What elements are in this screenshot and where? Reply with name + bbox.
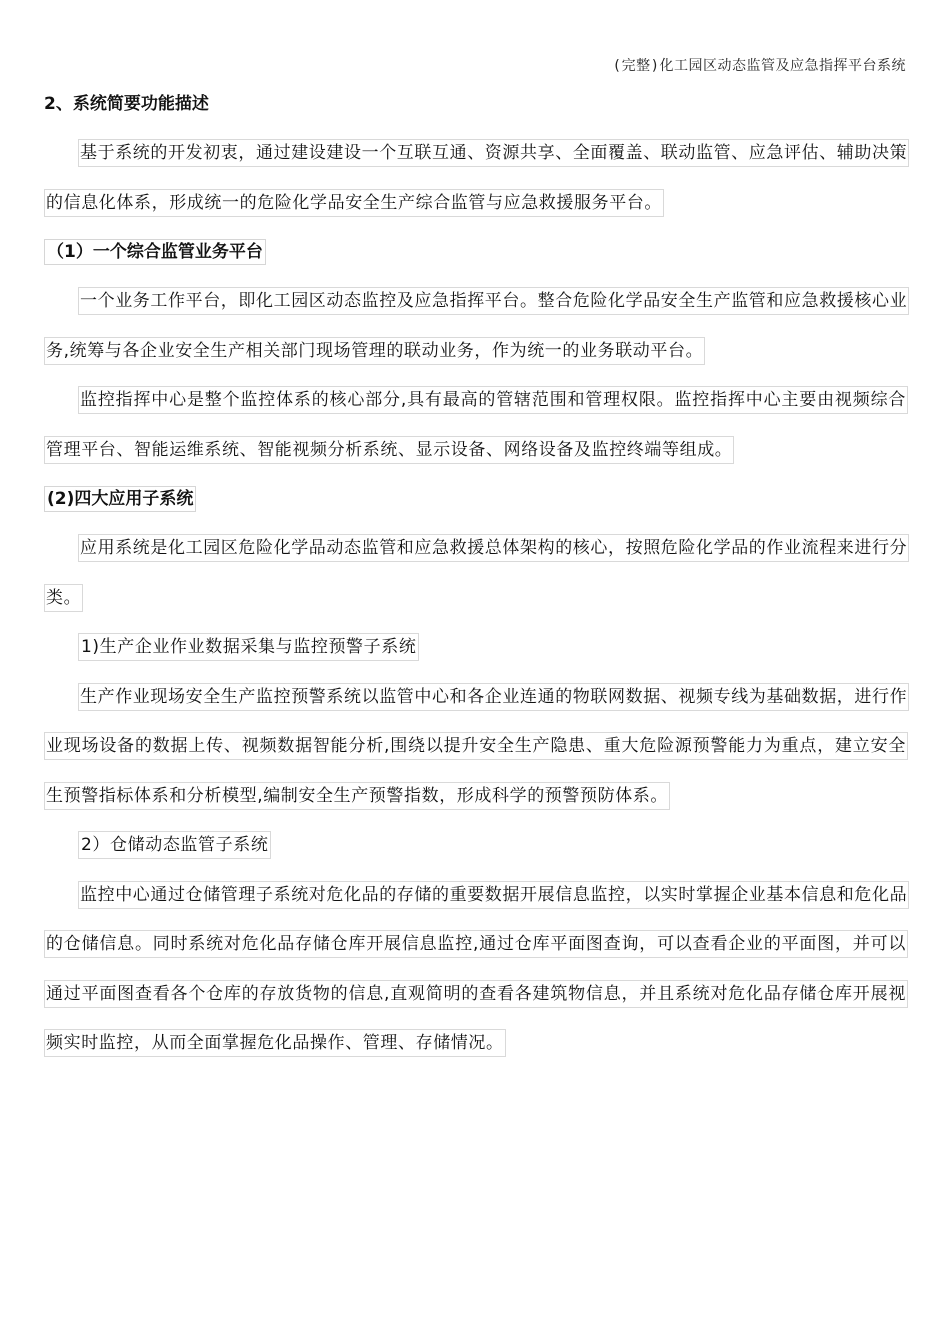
intro-text: 基于系统的开发初衷，通过建设建设一个互联互通、资源共享、全面覆盖、联动监管、应急评估、辅助决策的信息化体系，形成统一的危险化学品安全生产综合监管与应急救援服务平台。 [44,139,909,217]
subsystem-1-paragraph [44,673,908,822]
document-body [44,80,908,1069]
page-header: (完整)化工园区动态监管及应急指挥平台系统 [612,58,906,74]
part1-title-text: （1）一个综合监管业务平台 [44,239,266,265]
subsystem-2-title [44,821,908,871]
part2-title-text: (2)四大应用子系统 [44,486,196,512]
section-title: 2、系统简要功能描述 [44,94,209,114]
subsystem-2-text: 监控中心通过仓储管理子系统对危化品的存储的重要数据开展信息监控，以实时掌握企业基本信息和危化品的仓储信息。同时系统对危化品存储仓库开展信息监控,通过仓库平面图查询，可以查看企业的平面图，并可以通过平面图查看各个仓库的存放货物的信息,直观简明的查看各建筑物信息，并且系统对危化品存储仓库开展视频实时监控，从而全面掌握危化品操作、管理、存储情况。 [44,881,909,1058]
subsystem-2-title-text: 2）仓储动态监管子系统 [78,831,271,859]
subsystem-1-title [44,623,908,673]
part2-paragraph-1 [44,524,908,623]
part1-para2-text: 监控指挥中心是整个监控体系的核心部分,具有最高的管辖范围和管理权限。监控指挥中心主要由视频综合管理平台、智能运维系统、智能视频分析系统、显示设备、网络设备及监控终端等组成。 [44,386,908,464]
part1-title [44,228,908,277]
part2-para1-text: 应用系统是化工园区危险化学品动态监管和应急救援总体架构的核心，按照危险化学品的作业流程来进行分类。 [44,534,909,612]
part1-paragraph-1 [44,277,908,376]
subsystem-1-text: 生产作业现场安全生产监控预警系统以监管中心和各企业连通的物联网数据、视频专线为基础数据，进行作业现场设备的数据上传、视频数据智能分析,围绕以提升安全生产隐患、重大危险源预警能力为重点，建立安全生预警指标体系和分析模型,编制安全生产预警指数，形成科学的预警预防体系。 [44,683,909,810]
subsystem-2-paragraph [44,871,908,1069]
subsystem-1-title-text: 1)生产企业作业数据采集与监控预警子系统 [78,633,419,661]
part2-title [44,475,908,524]
intro-paragraph [44,129,908,228]
part1-paragraph-2 [44,376,908,475]
part1-para1-text: 一个业务工作平台，即化工园区动态监控及应急指挥平台。整合危险化学品安全生产监管和应急救援核心业务,统筹与各企业安全生产相关部门现场管理的联动业务，作为统一的业务联动平台。 [44,287,909,365]
